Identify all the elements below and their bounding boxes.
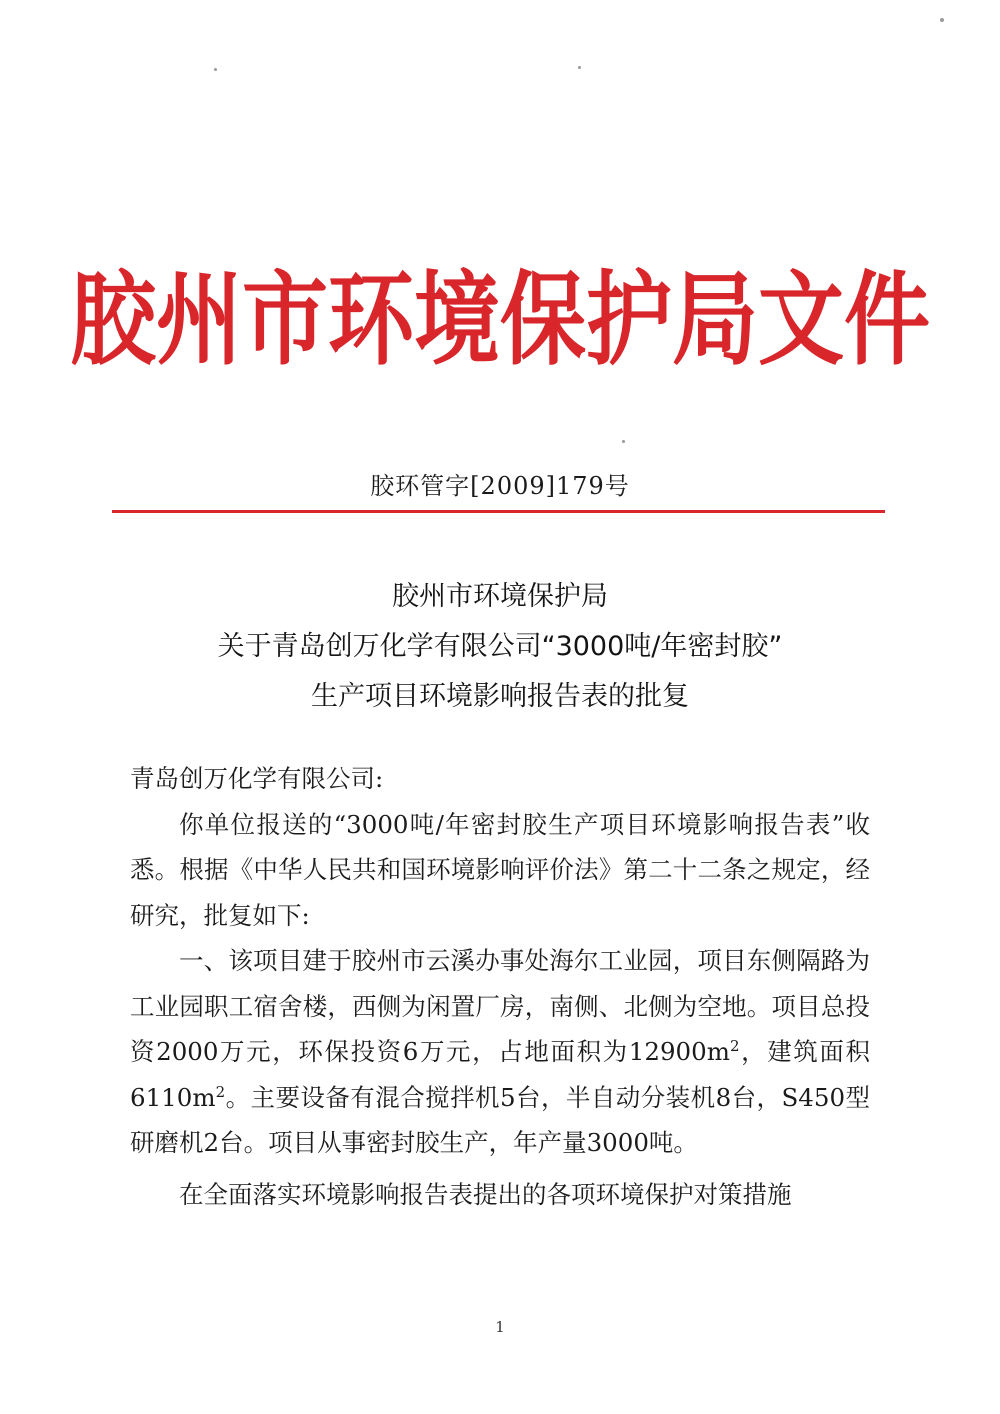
subject-line-3: 生产项目环境影响报告表的批复 [311, 681, 689, 712]
scan-speck [214, 68, 217, 71]
paragraph-measures: 在全面落实环境影响报告表提出的各项环境保护对策措施 [179, 1179, 792, 1209]
superscript: 2 [729, 1036, 740, 1055]
page-number: 1 [495, 1318, 505, 1336]
document-subject [0, 572, 1000, 722]
salutation: 青岛创万化学有限公司: [130, 764, 384, 793]
scan-speck [940, 18, 944, 22]
project-info-text-c: 。主要设备有混合搅拌机5台，半自动分装机8台，S450型研磨机2台。项目从事密封胶生产，年产量3000吨。 [130, 1082, 870, 1157]
red-separator-line [112, 510, 885, 513]
subject-line-1: 胶州市环境保护局 [392, 581, 608, 612]
subject-line-2: 关于青岛创万化学有限公司“3000吨/年密封胶” [217, 631, 783, 662]
project-info-text-b: ，建筑面积6110m [130, 1037, 871, 1112]
paragraph-project-info [130, 938, 870, 1166]
scan-speck [622, 440, 625, 443]
superscript: 2 [215, 1082, 226, 1101]
document-number: 胶环管字[2009]179号 [370, 472, 630, 500]
project-info-text-a: 一、该项目建于胶州市云溪办事处海尔工业园，项目东侧隔路为工业园职工宿舍楼，西侧为闲置厂房，南侧、北侧为空地。项目总投资2000万元，环保投资6万元，占地面积为12900m [130, 946, 870, 1066]
document-body [130, 756, 870, 1217]
paragraph-receipt: 你单位报送的“3000吨/年密封胶生产项目环境影响报告表”收悉。根据《中华人民共和国环境影响评价法》第二十二条之规定，经研究，批复如下: [130, 809, 870, 930]
issuing-authority-title: 胶州市环境保护局文件 [70, 260, 930, 380]
scan-speck [578, 66, 581, 69]
